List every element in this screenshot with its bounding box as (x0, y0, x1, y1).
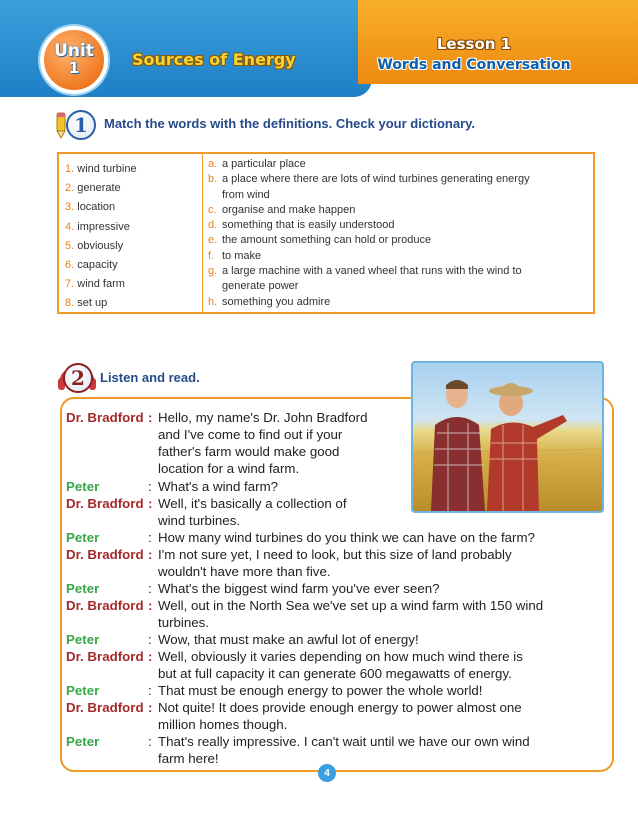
speaker-colon: : (148, 410, 153, 425)
activity-2-instruction: Listen and read. (100, 370, 200, 385)
word-item: 6. capacity (65, 258, 118, 271)
speaker-colon: : (148, 496, 153, 511)
dialogue-line: father's farm would make good (158, 444, 340, 459)
lesson-title: Lesson 1 (436, 35, 512, 53)
dialogue-line: Well, obviously it varies depending on how much wind there is (158, 649, 523, 664)
unit-word: Unit (54, 41, 94, 62)
lesson-subtitle: Words and Conversation (377, 57, 571, 73)
definition-item: b. a place where there are lots of wind turbines generating energy from wind (208, 173, 530, 201)
matching-divider (202, 154, 203, 312)
dialogue-line: How many wind turbines do you think we can have on the farm? (158, 530, 535, 545)
word-item: 8. set up (65, 297, 108, 310)
speaker-label: Dr. Bradford (66, 496, 144, 511)
definition-item: g. a large machine with a vaned wheel that runs with the wind to generate power (208, 265, 522, 293)
dialogue-line: and I've come to find out if your (158, 427, 343, 442)
speaker-label: Peter (66, 632, 100, 647)
dialogue-line: wind turbines. (158, 513, 241, 528)
dialogue-line: Wow, that must make an awful lot of energy! (158, 632, 419, 647)
dialogue-colon: : (148, 479, 152, 494)
dialogue-colon: : (148, 530, 152, 545)
dialogue-line: That must be enough energy to power the whole world! (158, 683, 483, 698)
definitions-list (208, 157, 588, 310)
dialogue-line: Well, out in the North Sea we've set up a wind farm with 150 wind (158, 598, 544, 613)
speaker-label: Dr. Bradford (66, 598, 144, 613)
definition-item: e. the amount something can hold or produce (208, 234, 432, 247)
word-item: 3. location (65, 201, 116, 214)
speaker-label: Dr. Bradford (66, 410, 144, 425)
speaker-colon: : (148, 598, 153, 613)
activity-1-number: 1 (66, 110, 96, 140)
word-item: 7. wind farm (65, 278, 125, 291)
dialogue-line: farm here! (158, 751, 219, 766)
dialogue-line: but at full capacity it can generate 600 megawatts of energy. (158, 666, 512, 681)
word-item: 5. obviously (65, 239, 124, 252)
speaker-label: Peter (66, 479, 100, 494)
activity-2-number: 2 (63, 363, 93, 393)
definition-item: c. organise and make happen (208, 203, 356, 216)
farmers-in-wheat-field-photo (411, 361, 604, 513)
speaker-label: Peter (66, 683, 100, 698)
dialogue-line: Hello, my name's Dr. John Bradford (158, 410, 368, 425)
word-item: 2. generate (65, 182, 121, 195)
speaker-colon: : (148, 649, 153, 664)
dialogue-colon: : (148, 683, 152, 698)
definition-item: a. a particular place (208, 158, 306, 170)
page-number: 4 (318, 764, 336, 782)
speaker-label: Dr. Bradford (66, 700, 144, 715)
speaker-label: Peter (66, 734, 100, 749)
dialogue-line: wouldn't have more than five. (158, 564, 331, 579)
dialogue-colon: : (148, 734, 152, 749)
speaker-colon: : (148, 700, 153, 715)
unit-number: 1 (68, 59, 80, 78)
speaker-label: Peter (66, 530, 100, 545)
speaker-label: Dr. Bradford (66, 547, 144, 562)
dialogue-line: What's a wind farm? (158, 479, 279, 494)
dialogue-line: Well, it's basically a collection of (158, 496, 347, 511)
definition-item: d. something that is easily understood (208, 219, 395, 232)
speaker-colon: : (148, 547, 153, 562)
dialogue-colon: : (148, 581, 152, 596)
dialogue-line: I'm not sure yet, I need to look, but this size of land probably (158, 547, 512, 562)
dialogue-line: What's the biggest wind farm you've ever seen? (158, 581, 440, 596)
dialogue-line: turbines. (158, 615, 209, 630)
word-item: 1. wind turbine (65, 163, 137, 175)
dialogue-line: million homes though. (158, 717, 288, 732)
dialogue-line: Not quite! It does provide enough energy to power almost one (158, 700, 522, 715)
word-item: 4. impressive (65, 220, 130, 233)
dialogue-line: That's really impressive. I can't wait until we have our own wind (158, 734, 530, 749)
matching-table (57, 152, 595, 314)
activity-1-instruction: Match the words with the definitions. Check your dictionary. (104, 116, 476, 131)
unit-badge (40, 26, 108, 94)
definition-item: h. something you admire (208, 295, 331, 308)
speaker-label: Peter (66, 581, 100, 596)
speaker-label: Dr. Bradford (66, 649, 144, 664)
dialogue-line: location for a wind farm. (158, 461, 300, 476)
definition-item: f. to make (208, 249, 262, 262)
unit-title: Sources of Energy (132, 50, 296, 69)
words-list (65, 160, 201, 314)
dialogue-colon: : (148, 632, 152, 647)
